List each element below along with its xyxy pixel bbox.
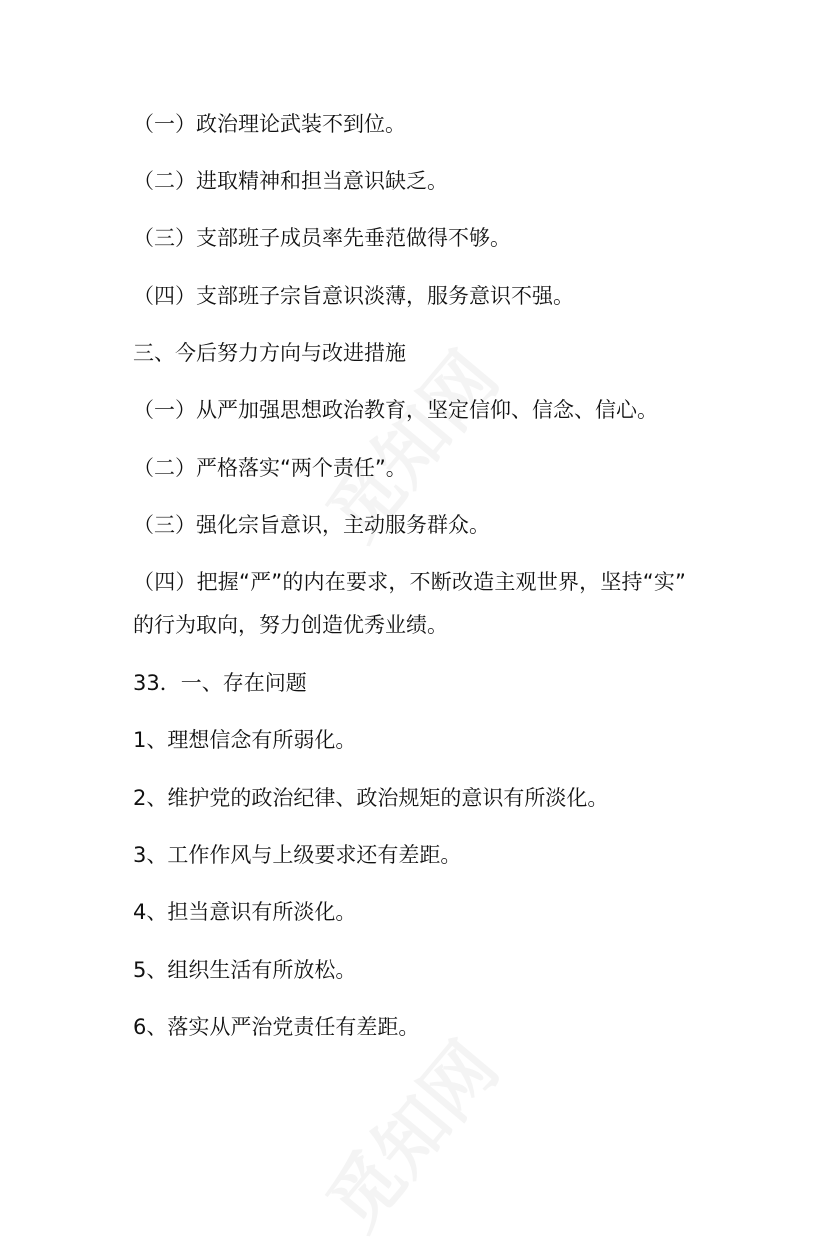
text-line: 的行为取向，努力创造优秀业绩。: [133, 613, 448, 637]
text-line: （三）支部班子成员率先垂范做得不够。: [133, 226, 511, 250]
list-item: 6、落实从严治党责任有差距。: [133, 1015, 420, 1039]
section-heading: 三、今后努力方向与改进措施: [133, 341, 406, 365]
list-item: 1、理想信念有所弱化。: [133, 728, 357, 752]
list-item: 2、维护党的政治纪律、政治规矩的意识有所淡化。: [133, 786, 609, 810]
list-item: 4、担当意识有所淡化。: [133, 900, 357, 924]
text-line: （三）强化宗旨意识，主动服务群众。: [133, 513, 490, 537]
text-line: （二）进取精神和担当意识缺乏。: [133, 169, 448, 193]
section-heading: 33．一、存在问题: [133, 671, 307, 695]
text-line: （四）把握“严”的内在要求，不断改造主观世界，坚持“实”: [133, 570, 687, 594]
text-line: （一）从严加强思想政治教育，坚定信仰、信念、信心。: [133, 398, 658, 422]
list-item: 5、组织生活有所放松。: [133, 958, 357, 982]
list-item: 3、工作作风与上级要求还有差距。: [133, 843, 462, 867]
text-line: （二）严格落实“两个责任”。: [133, 456, 407, 480]
text-line: （一）政治理论武装不到位。: [133, 112, 406, 136]
watermark: [299, 1016, 518, 1248]
text-line: （四）支部班子宗旨意识淡薄，服务意识不强。: [133, 284, 574, 308]
